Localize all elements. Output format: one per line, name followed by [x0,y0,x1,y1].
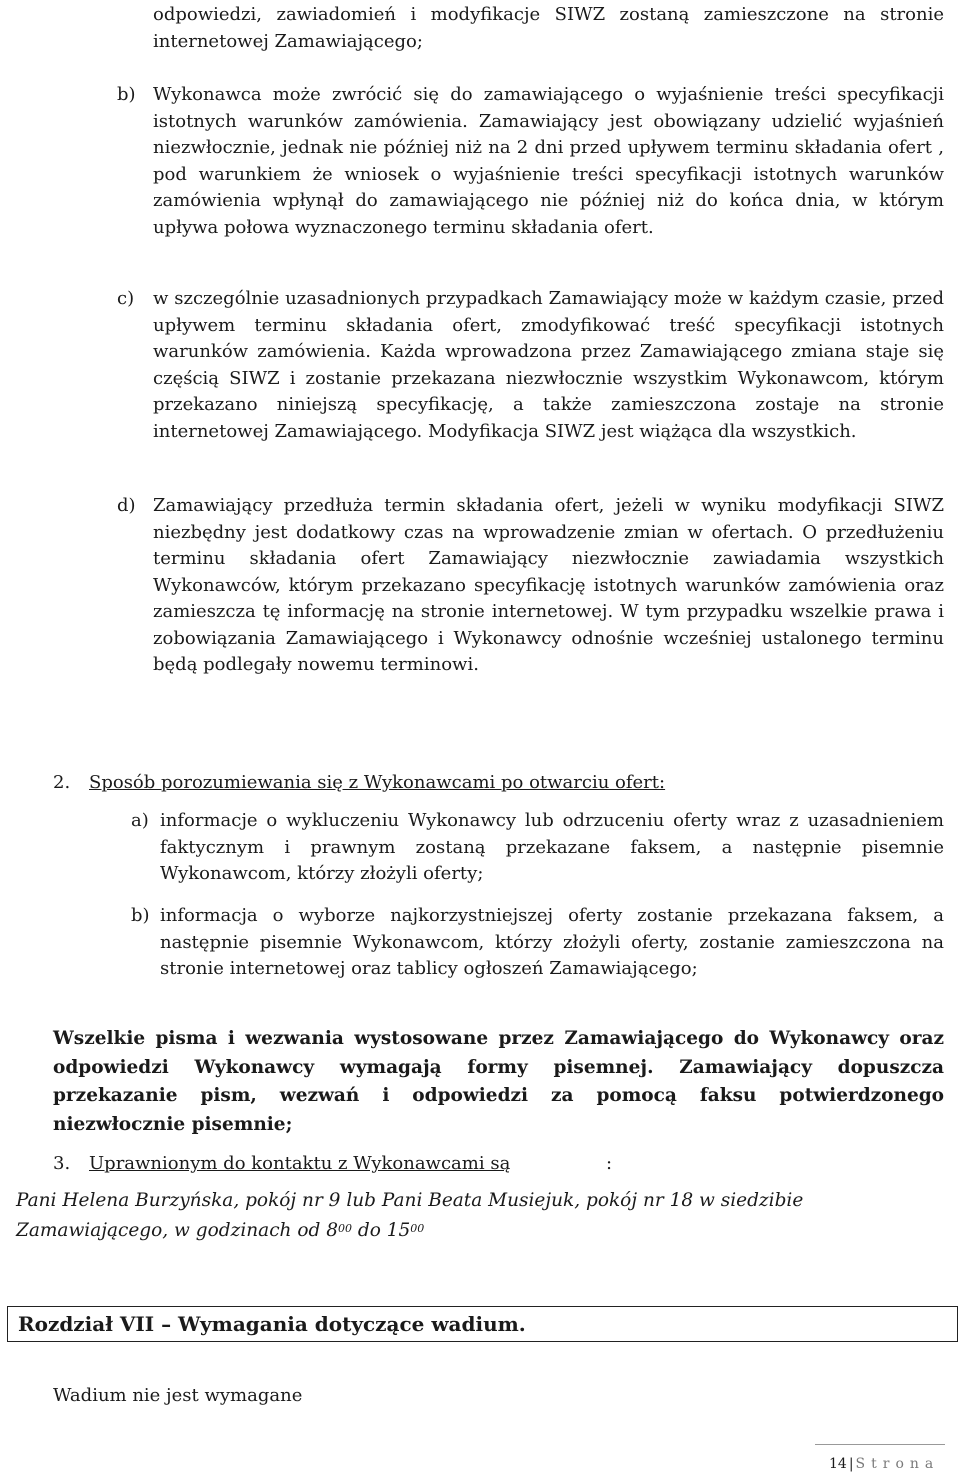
list-item-text: w szczególnie uzasadnionych przypadkach Zamawiający może w każdym czasie, przed upływem terminu składania ofert, zmodyfikować treść specyfikacji istotnych warunków zamówienia. Każda wprowadzona przez Zamawiającego zmiana staje się częścią SIWZ i zostanie przekazana niezwłocznie wszystkim Wykonawcom, którym przekazano niniejszą specyfikację, a także zamieszczona zostaje na stronie internetowej Zamawiającego. Modyfikacja SIWZ jest wiążąca dla wszystkich. [153,288,944,442]
bold-notice: Wszelkie pisma i wezwania wystosowane przez Zamawiającego do Wykonawcy oraz odpowiedzi Wykonawcy wymagają formy pisemnej. Zamawiający dopuszcza przekazanie pism, wezwań i odpowiedzi za pomocą faksu potwierdzonego niezwłocznie pisemnie; [53,1028,944,1135]
chapter-title: Rozdział VII – Wymagania dotyczące wadium. [18,1312,526,1336]
chapter-heading-box [7,1306,958,1342]
page-footer [829,1455,939,1473]
list-marker: b) [131,905,150,926]
footer-separator: | [848,1456,854,1472]
footer-divider [815,1444,945,1445]
section-number: 3. [53,1153,71,1174]
section-number: 2. [53,772,71,793]
page-number: 14 [829,1456,847,1472]
section-title: Sposób porozumiewania się z Wykonawcami po otwarciu ofert: [89,772,666,793]
list-item-text: Wykonawca może zwrócić się do zamawiającego o wyjaśnienie treści specyfikacji istotnych warunków zamówienia. Zamawiający jest obowiązany udzielić wyjaśnień niezwłocznie, jednak nie później niż na 2 dni przed upływem terminu składania ofert , pod warunkiem że wniosek o wyjaśnienie treści specyfikacji istotnych warunków zamówienia wpłynął do zamawiającego nie później niż do końca dnia, w którym upływa połowa wyznaczonego terminu składania ofert. [153,84,944,238]
section-title-colon: : [606,1153,613,1174]
footer-label: Strona [855,1456,940,1472]
contact-persons: Pani Helena Burzyńska, pokój nr 9 lub Pani Beata Musiejuk, pokój nr 18 w siedzibie Zamawiającego, w godzinach od $8^{00}$ do $15^{00}$ [16,1190,804,1241]
list-marker: c) [117,288,135,309]
wadium-text: Wadium nie jest wymagane [53,1385,303,1406]
list-marker: d) [117,495,136,516]
section-title: Uprawnionym do kontaktu z Wykonawcami są [89,1153,511,1174]
list-item-text: informacja o wyborze najkorzystniejszej oferty zostanie przekazana faksem, a następnie pisemnie Wykonawcom, którzy złożyli oferty, zostanie zamieszczona na stronie internetowej oraz tablicy ogłoszeń Zamawiającego; [160,905,944,979]
list-item-text: informacje o wykluczeniu Wykonawcy lub odrzuceniu oferty wraz z uzasadnieniem faktycznym i prawnym zostaną przekazane faksem, a następnie pisemnie Wykonawcom, którzy złożyli oferty; [160,810,944,884]
list-item-continuation: odpowiedzi, zawiadomień i modyfikacje SIWZ zostaną zamieszczone na stronie internetowej Zamawiającego; [153,4,944,52]
list-marker: b) [117,84,136,105]
list-marker: a) [131,810,149,831]
list-item-text: Zamawiający przedłuża termin składania ofert, jeżeli w wyniku modyfikacji SIWZ niezbędny jest dodatkowy czas na wprowadzenie zmian w ofertach. O przedłużeniu terminu składania ofert Zamawiający niezwłocznie zawiadamia wszystkich Wykonawców, którym przekazano specyfikację istotnych warunków zamówienia oraz zamieszcza tę informację na stronie internetowej. W tym przypadku wszelkie prawa i zobowiązania Zamawiającego i Wykonawcy odnośnie wcześniej ustalonego terminu będą podlegały nowemu terminowi. [153,495,944,675]
